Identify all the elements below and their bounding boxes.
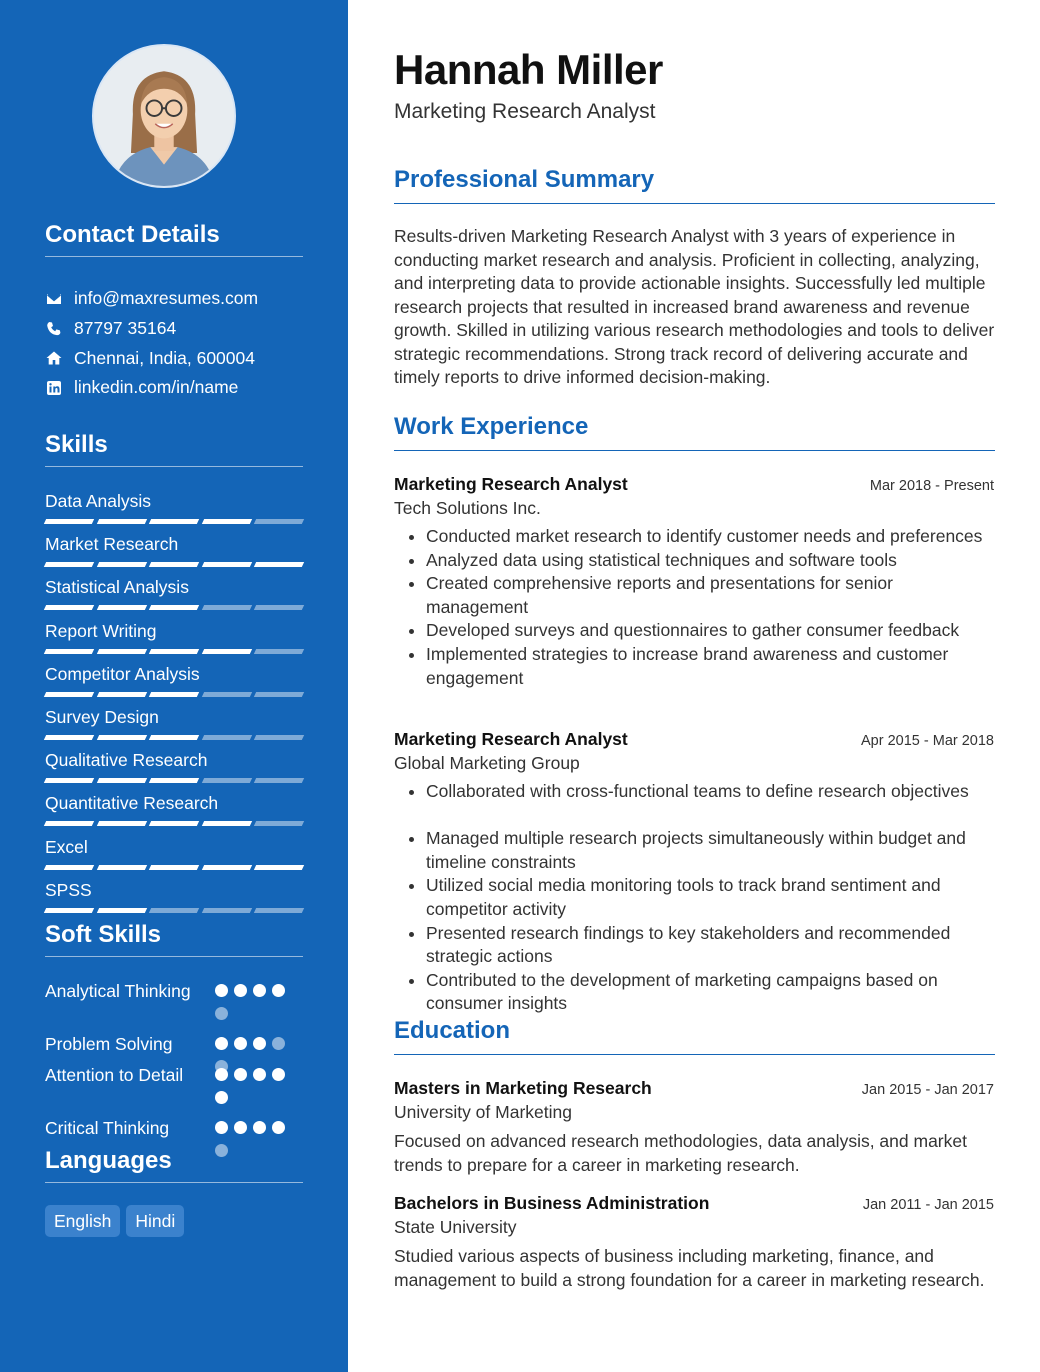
skill-level-segment	[202, 821, 252, 826]
skill-level-bar	[45, 908, 303, 913]
skill-level-segment	[96, 908, 146, 913]
rating-dot	[215, 1037, 228, 1050]
skill-level-segment	[44, 908, 94, 913]
soft-skill-item	[45, 1064, 303, 1117]
skill-level-segment	[149, 692, 199, 697]
candidate-name: Hannah Miller	[394, 46, 663, 93]
rating-dot	[215, 1068, 228, 1081]
skill-level-segment	[96, 519, 146, 524]
skill-item	[45, 574, 303, 617]
skill-label: Market Research	[45, 534, 179, 555]
education-description: Studied various aspects of business including marketing, finance, and management to build a strong foundation for a career in marketing research.	[394, 1246, 985, 1290]
skill-level-segment	[202, 605, 252, 610]
contact-phone[interactable]	[45, 314, 305, 344]
skill-level-segment	[96, 562, 146, 567]
skill-item	[45, 704, 303, 747]
education-description: Focused on advanced research methodologies, data analysis, and market trends to prepare for a career in marketing research.	[394, 1131, 967, 1175]
skill-level-segment	[96, 605, 146, 610]
skill-label: Competitor Analysis	[45, 663, 200, 684]
contact-address-text: Chennai, India, 600004	[74, 347, 255, 368]
skill-level-bar	[45, 605, 303, 610]
skill-item	[45, 877, 303, 920]
job-bullets	[394, 780, 994, 1016]
rating-dot	[253, 1121, 266, 1134]
skill-level-bar	[45, 519, 303, 524]
skill-label: Report Writing	[45, 620, 157, 641]
skill-label: SPSS	[45, 879, 92, 900]
education-school: University of Marketing	[394, 1102, 572, 1122]
skill-level-segment	[149, 519, 199, 524]
skill-label: Statistical Analysis	[45, 577, 189, 598]
skill-label: Qualitative Research	[45, 750, 208, 771]
skill-level-segment	[254, 865, 304, 870]
skill-level-segment	[44, 821, 94, 826]
soft-skill-item	[45, 1033, 303, 1064]
skill-level-segment	[44, 649, 94, 654]
skill-item	[45, 661, 303, 704]
avatar-illustration	[94, 46, 234, 186]
skill-level-segment	[202, 735, 252, 740]
rating-dot	[253, 1037, 266, 1050]
education-school: State University	[394, 1217, 517, 1237]
job-bullet: Contributed to the development of marketing campaigns based on consumer insights	[406, 969, 994, 1016]
job-bullet: Utilized social media monitoring tools to track brand sentiment and competitor activity	[406, 874, 994, 921]
contact-email[interactable]	[45, 284, 305, 314]
rating-dot	[272, 1068, 285, 1081]
skill-level-segment	[149, 821, 199, 826]
languages-list	[45, 1205, 184, 1237]
rating-dot	[215, 984, 228, 997]
skill-level-segment	[254, 908, 304, 913]
skill-level-segment	[44, 692, 94, 697]
skill-item	[45, 790, 303, 833]
job-title: Marketing Research Analyst	[394, 729, 628, 749]
skill-level-segment	[202, 562, 252, 567]
candidate-title: Marketing Research Analyst	[394, 100, 656, 123]
skill-level-segment	[149, 649, 199, 654]
skill-level-segment	[96, 865, 146, 870]
job-bullet: Presented research findings to key stakeholders and recommended strategic actions	[406, 922, 994, 969]
education-entry	[394, 1191, 994, 1292]
education-degree: Masters in Marketing Research	[394, 1078, 652, 1098]
skill-level-segment	[96, 649, 146, 654]
contact-heading: Contact Details	[45, 220, 303, 257]
skill-level-segment	[202, 908, 252, 913]
job-bullet: Developed surveys and questionnaires to gather consumer feedback	[406, 619, 994, 643]
skill-level-segment	[149, 735, 199, 740]
skill-item	[45, 488, 303, 531]
skill-level-segment	[44, 562, 94, 567]
envelope-icon	[45, 290, 63, 308]
skill-level-segment	[254, 649, 304, 654]
job-bullets	[394, 525, 994, 690]
skill-level-segment	[44, 605, 94, 610]
soft-skill-label: Attention to Detail	[45, 1065, 184, 1085]
skill-level-bar	[45, 865, 303, 870]
education-degree: Bachelors in Business Administration	[394, 1193, 710, 1213]
contact-linkedin-text: linkedin.com/in/name	[74, 377, 239, 398]
linkedin-icon	[45, 379, 63, 397]
skill-level-segment	[254, 692, 304, 697]
skill-label: Quantitative Research	[45, 793, 219, 814]
job-bullet: Managed multiple research projects simultaneously within budget and timeline constraints	[406, 827, 994, 874]
soft-skill-rating	[215, 984, 291, 1020]
contact-email-text: info@maxresumes.com	[74, 288, 259, 309]
skill-level-segment	[254, 735, 304, 740]
rating-dot	[234, 984, 247, 997]
rating-dot	[272, 1121, 285, 1134]
skill-level-bar	[45, 821, 303, 826]
skill-level-segment	[44, 519, 94, 524]
job-title: Marketing Research Analyst	[394, 474, 628, 494]
skill-level-segment	[149, 562, 199, 567]
skill-level-segment	[254, 519, 304, 524]
job-entry	[394, 727, 994, 1016]
language-chip: Hindi	[126, 1205, 184, 1237]
summary-text: Results-driven Marketing Research Analyst with 3 years of experience in conducting market research and analysis. Proficient in collecting, analyzing, and interpreting data to provide actionable insights. Successfully led multiple research projects that resulted in increased brand awareness and revenue growth. Skilled in utilizing various research methodologies and tools to deliver strategic recommendations. Strong track record of delivering accurate and timely reports to drive informed decision-making.	[394, 226, 995, 387]
skill-label: Survey Design	[45, 706, 159, 727]
skill-item	[45, 747, 303, 790]
rating-dot	[234, 1037, 247, 1050]
skill-label: Excel	[45, 836, 88, 857]
skill-item	[45, 834, 303, 877]
skill-level-segment	[202, 865, 252, 870]
education-heading: Education	[394, 1016, 995, 1055]
rating-dot	[215, 1091, 228, 1104]
contact-phone-text: 87797 35164	[74, 318, 177, 339]
rating-dot	[272, 984, 285, 997]
skill-label: Data Analysis	[45, 491, 152, 511]
skill-level-bar	[45, 562, 303, 567]
job-bullet: Implemented strategies to increase brand awareness and customer engagement	[406, 643, 994, 690]
rating-dot	[234, 1121, 247, 1134]
summary-heading: Professional Summary	[394, 165, 995, 204]
job-date: Mar 2018 - Present	[869, 478, 994, 494]
rating-dot	[234, 1068, 247, 1081]
soft-skills-heading: Soft Skills	[45, 920, 303, 957]
job-bullet: Conducted market research to identify customer needs and preferences	[406, 525, 994, 549]
skill-level-segment	[149, 778, 199, 783]
profile-photo	[92, 44, 236, 188]
education-date: Jan 2011 - Jan 2015	[862, 1197, 994, 1213]
education-date: Jan 2015 - Jan 2017	[861, 1082, 994, 1098]
skill-level-segment	[96, 778, 146, 783]
contact-address	[45, 343, 305, 373]
job-date: Apr 2015 - Mar 2018	[861, 733, 994, 749]
skill-level-segment	[44, 778, 94, 783]
skill-level-bar	[45, 778, 303, 783]
soft-skill-label: Problem Solving	[45, 1034, 173, 1054]
skill-level-segment	[202, 778, 252, 783]
languages-heading: Languages	[45, 1146, 303, 1183]
skill-level-segment	[254, 562, 304, 567]
skill-item	[45, 618, 303, 661]
soft-skill-rating	[215, 1068, 291, 1104]
job-bullet: Analyzed data using statistical techniques and software tools	[406, 549, 994, 573]
skill-level-segment	[202, 692, 252, 697]
soft-skills-list	[45, 980, 303, 1149]
contact-linkedin[interactable]	[45, 373, 305, 403]
skill-level-segment	[202, 519, 252, 524]
phone-icon	[45, 320, 63, 338]
skill-level-segment	[44, 735, 94, 740]
skills-heading: Skills	[45, 430, 303, 467]
experience-heading: Work Experience	[394, 412, 995, 451]
soft-skill-item	[45, 980, 303, 1033]
contact-list	[45, 284, 305, 403]
skill-level-segment	[254, 605, 304, 610]
rating-dot	[272, 1037, 285, 1050]
skill-level-segment	[44, 865, 94, 870]
skill-level-bar	[45, 649, 303, 654]
rating-dot	[253, 984, 266, 997]
education-entry	[394, 1076, 994, 1177]
language-chip: English	[45, 1205, 120, 1237]
job-company: Global Marketing Group	[394, 753, 580, 773]
job-company: Tech Solutions Inc.	[394, 498, 541, 518]
skill-item	[45, 531, 303, 574]
rating-dot	[253, 1068, 266, 1081]
skill-level-segment	[149, 605, 199, 610]
skill-level-bar	[45, 735, 303, 740]
soft-skill-label: Critical Thinking	[45, 1118, 170, 1138]
skill-level-segment	[149, 865, 199, 870]
rating-dot	[215, 1007, 228, 1020]
skill-level-segment	[96, 821, 146, 826]
skill-level-segment	[202, 649, 252, 654]
job-bullet: Collaborated with cross-functional teams to define research objectives	[406, 780, 994, 804]
skill-level-segment	[254, 778, 304, 783]
skill-level-segment	[96, 735, 146, 740]
skill-level-segment	[149, 908, 199, 913]
skills-list	[45, 488, 303, 920]
soft-skill-item	[45, 1117, 303, 1149]
rating-dot	[215, 1121, 228, 1134]
job-bullet: Created comprehensive reports and presentations for senior management	[406, 572, 994, 619]
job-entry	[394, 472, 994, 690]
home-icon	[45, 349, 63, 367]
sidebar	[0, 0, 348, 1372]
soft-skill-label: Analytical Thinking	[45, 981, 191, 1001]
skill-level-segment	[254, 821, 304, 826]
skill-level-segment	[96, 692, 146, 697]
skill-level-bar	[45, 692, 303, 697]
